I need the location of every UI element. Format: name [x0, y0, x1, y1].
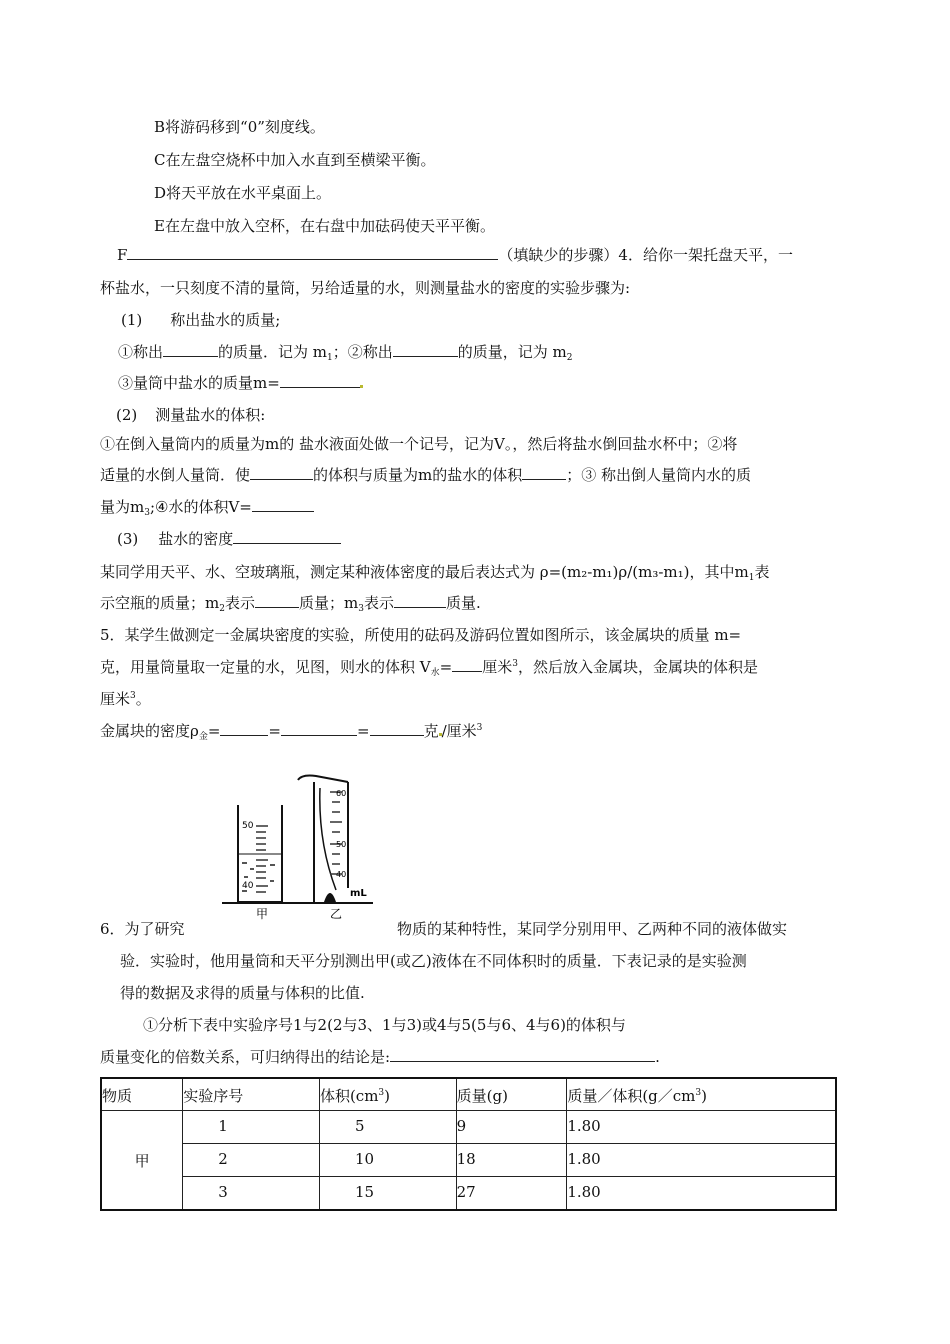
- q5-l3a: 厘米: [100, 690, 131, 708]
- q4-p1-a1: ①称出: [118, 343, 164, 361]
- label-yi: 乙: [330, 907, 343, 920]
- step-c: C在左盘空烧杯中加入水直到至横梁平衡。: [154, 151, 436, 169]
- q4-part2-text: 测量盐水的体积:: [155, 406, 266, 424]
- table-cell: [567, 1177, 836, 1211]
- q4-part2-l1: ①在倒入量筒内的质量为m的 盐水液面处做一个记号，记为V。，然后将盐水倒回盐水杯中；②将: [100, 435, 738, 453]
- q6-conclusion-blank: [390, 1047, 655, 1062]
- ratio-value: 1.80: [567, 1117, 601, 1135]
- q5-l4: [100, 721, 482, 741]
- unit-ml: mL: [350, 888, 367, 899]
- table-cell: [183, 1144, 320, 1177]
- q4-part1-text: 称出盐水的质量;: [170, 311, 281, 329]
- cylinder-yi: [298, 776, 367, 903]
- q5-l2-sub: 水: [430, 668, 440, 678]
- step-f-blank: [127, 245, 498, 260]
- q4-extra-blank1: [255, 593, 299, 608]
- q4-p1-a4-sub: 2: [566, 353, 573, 363]
- q6-l2: 验．实验时，他用量筒和天平分别测出甲(或乙)液体在不同体积时的质量．下表记录的是实验测: [120, 952, 747, 970]
- q6-l1b: 物质的某种特性，某同学分别用甲、乙两种不同的液体做实: [397, 920, 788, 938]
- q4-part2-num: (2): [116, 406, 138, 424]
- q5-l4d: =: [357, 722, 370, 740]
- q4-extra-l2a: 示空瓶的质量；m: [100, 594, 220, 612]
- q5-l2: [100, 657, 758, 677]
- q4-part3: [117, 529, 341, 549]
- step-f: [117, 245, 793, 265]
- header-ratio-text: 质量／体积(g／cm: [567, 1087, 696, 1105]
- q4-p1-a2: 的质量．记为 m: [218, 343, 328, 361]
- table-cell: [319, 1111, 456, 1144]
- q5-l2a: 克，用量筒量取一定量的水，见图，则水的体积 V: [100, 658, 431, 676]
- q4-part1: [121, 310, 280, 330]
- q4-extra-l2b: 表示: [224, 594, 255, 612]
- data-table: [100, 1077, 837, 1211]
- header-cell: [101, 1078, 183, 1111]
- mass-value: 9: [456, 1117, 467, 1135]
- header-volume-sup: 3: [378, 1088, 385, 1098]
- volume-value: 15: [354, 1183, 375, 1201]
- step-d: D将天平放在水平桌面上。: [154, 184, 332, 202]
- q4-p1-a3: ；②称出: [332, 343, 393, 361]
- q4-p2-blank2: [522, 465, 566, 480]
- q4-p1-blank2: [393, 342, 458, 357]
- q4-part1-a: [118, 342, 573, 362]
- q4-extra-sub3: 3: [358, 604, 364, 614]
- header-cell: [456, 1078, 567, 1111]
- q4-part1-num: (1): [121, 311, 143, 329]
- graduated-cylinders-figure: [220, 772, 375, 920]
- q4-extra-l2d: 表示: [363, 594, 394, 612]
- q5-l2c: 厘米: [482, 658, 513, 676]
- q4-part3-text: 盐水的密度: [158, 530, 234, 548]
- ratio-value: 1.80: [567, 1150, 601, 1168]
- table-row: [101, 1111, 836, 1144]
- table-cell: [319, 1177, 456, 1211]
- q5-l4-sub: 金: [198, 732, 208, 742]
- header-cell: [567, 1078, 836, 1111]
- q4-p1-blank3: [280, 373, 360, 388]
- table-cell: [183, 1177, 320, 1211]
- q4-extra-l2c: 质量；m: [298, 594, 359, 612]
- mass-value: 27: [456, 1183, 476, 1201]
- q4-p2-blank1: [250, 465, 313, 480]
- q5-l4f: /厘米: [441, 722, 477, 740]
- q4-p2-l2c: ；③ 称出倒人量筒内水的质: [566, 466, 752, 484]
- q4-part2-l2: [100, 465, 751, 485]
- step-f-suffix: （填缺少的步骤）4．给你一架托盘天平，一: [498, 246, 793, 264]
- mark-dot: [360, 385, 363, 388]
- header-trial: 实验序号: [183, 1087, 244, 1105]
- q5-l3-sup: 3: [130, 691, 136, 701]
- q5-l1: 5．某学生做测定一金属块密度的实验，所使用的砝码及游码位置如图所示，该金属块的质量 m=: [100, 626, 742, 644]
- table-cell: [567, 1111, 836, 1144]
- q6-l3: 得的数据及求得的质量与体积的比值.: [120, 984, 365, 1002]
- table-cell: [567, 1144, 836, 1177]
- q4-p1-blank1: [163, 342, 218, 357]
- q5-density-blank2: [281, 721, 357, 736]
- q4-p1-a4: 的质量，记为 m: [457, 343, 567, 361]
- mass-value: 18: [456, 1150, 476, 1168]
- q5-l4c: =: [268, 722, 281, 740]
- table-cell: [183, 1111, 320, 1144]
- trial-value: 2: [218, 1150, 228, 1168]
- q6-l1a: 6．为了研究: [100, 920, 185, 938]
- table-cell: [319, 1144, 456, 1177]
- table-row: [101, 1177, 836, 1211]
- table-header-row: [101, 1078, 836, 1111]
- table-row: [101, 1144, 836, 1177]
- table-cell: [456, 1111, 567, 1144]
- q5-l2b: =: [439, 658, 453, 676]
- label-jia: 甲: [256, 907, 269, 920]
- q4-part2-l3: [100, 497, 314, 517]
- volume-value: 10: [354, 1150, 375, 1168]
- q4-extra-l1-text: 某同学用天平、水、空玻璃瓶，测定某种液体密度的最后表达式为 ρ=(m₂-m₁)ρ/(m₃-m₁)，其中m: [100, 563, 749, 581]
- q5-l4-sup: 3: [476, 723, 483, 733]
- header-cell: [183, 1078, 320, 1111]
- q5-density-blank1: [220, 721, 268, 736]
- q5-l4e: 克: [423, 722, 439, 740]
- trial-value: 1: [218, 1117, 228, 1135]
- yi-mark-60: 60: [336, 789, 347, 798]
- trial-value: 3: [218, 1183, 228, 1201]
- q4-extra-l2e: 质量.: [445, 594, 481, 612]
- q5-l2-sup: 3: [512, 659, 518, 669]
- header-volume-text: 体积(cm: [319, 1087, 379, 1105]
- q4-extra-blank2: [394, 593, 446, 608]
- header-ratio-sup: 3: [695, 1088, 702, 1098]
- q5-density-blank3: [370, 721, 424, 736]
- table-cell: [456, 1144, 567, 1177]
- jia-mark-50: 50: [242, 821, 254, 831]
- ratio-value: 1.80: [567, 1183, 601, 1201]
- q4-p2-l2a: 适量的水倒人量筒．使: [100, 466, 251, 484]
- step-b: B将游码移到“0”刻度线。: [154, 118, 325, 136]
- q6-l5: [100, 1047, 660, 1067]
- q5-volume-blank: [452, 657, 482, 672]
- header-ratio: 质量／体积$(g/cm^3)$: [567, 1087, 707, 1105]
- q6-l4: ①分析下表中实验序号1与2(2与3、1与3)或4与5(5与6、4与6)的体积与: [143, 1016, 626, 1034]
- q4-extra-l1-end: 表: [754, 563, 770, 581]
- q6-l5b: .: [655, 1048, 660, 1066]
- q4-p2-l3b: ;④水的体积V=: [149, 498, 252, 516]
- volume-value: 5: [354, 1117, 365, 1135]
- step-e: E在左盘中放入空杯，在右盘中加砝码使天平平衡。: [154, 217, 495, 235]
- table-cell: [456, 1177, 567, 1211]
- q5-l3b: 。: [135, 690, 151, 708]
- header-substance: 物质: [102, 1087, 133, 1105]
- q5-l4b: =: [207, 722, 221, 740]
- q4-extra-l1-sub: 1: [748, 573, 755, 583]
- q4-part3-num: (3): [117, 530, 139, 548]
- q4-extra-l2: [100, 593, 481, 613]
- q4-p2-l3-sub: 3: [144, 508, 150, 518]
- q5-l2d: ，然后放入金属块，金属块的体积是: [517, 658, 758, 676]
- q4-line2: 杯盐水，一只刻度不清的量筒，另给适量的水，则测量盐水的密度的实验步骤为:: [100, 279, 631, 297]
- cylinder-jia: [238, 805, 282, 902]
- q5-l3: [100, 689, 151, 709]
- q4-p2-blank3: [252, 497, 314, 512]
- yi-mark-40: 40: [336, 870, 347, 879]
- q4-extra-sub2: 2: [219, 604, 225, 614]
- q4-p2-l3a: 量为m: [100, 498, 145, 516]
- substance-cell: [101, 1111, 183, 1211]
- q4-p2-l2b: 的体积与质量为m的盐水的体积: [313, 466, 523, 484]
- q4-p1-b: ③量筒中盐水的质量m=: [118, 374, 280, 392]
- header-volume: 体积$(cm^3)$: [319, 1087, 391, 1105]
- q5-l4a: 金属块的密度ρ: [100, 722, 199, 740]
- q4-part1-b: [118, 373, 363, 393]
- q4-p1-a2-sub: 1: [327, 353, 333, 363]
- q4-extra-l1: [100, 562, 770, 582]
- substance-value: 甲: [134, 1151, 150, 1170]
- q4-part2: [116, 405, 265, 425]
- q4-p3-blank: [233, 529, 341, 544]
- q6-l5a: 质量变化的倍数关系，可归纳得出的结论是:: [100, 1048, 391, 1066]
- header-mass: 质量(g): [456, 1087, 508, 1105]
- step-f-prefix: F: [117, 246, 128, 264]
- header-cell: [319, 1078, 456, 1111]
- yi-mark-50: 50: [336, 840, 347, 849]
- jia-mark-40: 40: [242, 881, 254, 891]
